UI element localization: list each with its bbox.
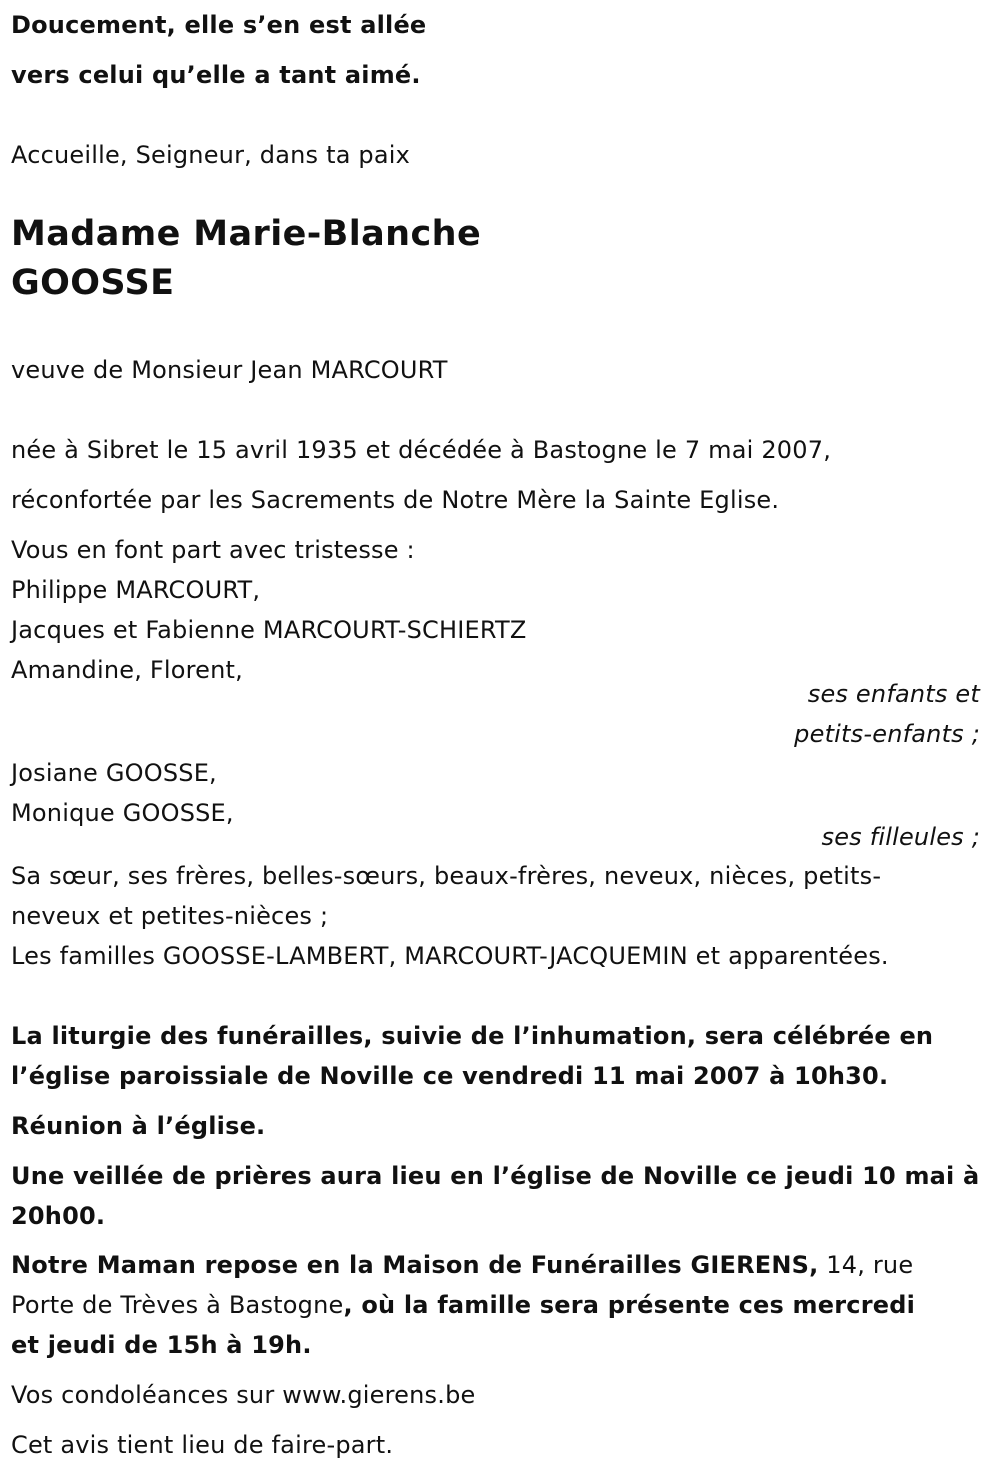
children-role-line-2: petits-enfants ;: [794, 720, 980, 748]
goddaughter-name: Monique GOOSSE,: [11, 799, 234, 827]
liturgy-line-1: La liturgie des funérailles, suivie de l’inhumation, sera célébrée en: [11, 1022, 934, 1050]
announcers-intro: Vous en font part avec tristesse :: [11, 536, 415, 564]
epigraph-line-1: Doucement, elle s’en est allée: [11, 11, 427, 39]
rest-line-3: et jeudi de 15h à 19h.: [11, 1331, 312, 1359]
notice-line: Cet avis tient lieu de faire-part.: [11, 1431, 394, 1459]
sacraments-line: réconfortée par les Sacrements de Notre Mère la Sainte Eglise.: [11, 486, 780, 514]
family-presence-text: , où la famille sera présente ces mercredi: [343, 1291, 916, 1319]
child-name: Jacques et Fabienne MARCOURT-SCHIERTZ: [11, 616, 527, 644]
goddaughters-role: ses filleules ;: [821, 823, 980, 851]
rest-line-1: [11, 1253, 913, 1277]
funeral-home-text: Notre Maman repose en la Maison de Funérailles GIERENS,: [11, 1251, 819, 1279]
grandchildren-names: Amandine, Florent,: [11, 656, 243, 684]
relatives-line-2: neveux et petites-nièces ;: [11, 902, 329, 930]
funeral-home-city: Porte de Trèves à Bastogne: [11, 1291, 344, 1319]
funeral-home-address: 14, rue: [818, 1251, 914, 1279]
epigraph-line-2: vers celui qu’elle a tant aimé.: [11, 61, 421, 89]
birth-death-line: née à Sibret le 15 avril 1935 et décédée à Bastogne le 7 mai 2007,: [11, 436, 832, 464]
widow-of-line: veuve de Monsieur Jean MARCOURT: [11, 356, 448, 384]
relatives-line-1: Sa sœur, ses frères, belles-sœurs, beaux-frères, neveux, nièces, petits-: [11, 862, 882, 890]
deceased-name-line-1: Madame Marie-Blanche: [11, 214, 482, 254]
rest-line-2: [11, 1293, 915, 1317]
child-name: Philippe MARCOURT,: [11, 576, 261, 604]
vigil-line-2: 20h00.: [11, 1202, 106, 1230]
deceased-name-line-2: GOOSSE: [11, 263, 175, 303]
condolences-line: Vos condoléances sur www.gierens.be: [11, 1381, 476, 1409]
vigil-line-1: Une veillée de prières aura lieu en l’église de Noville ce jeudi 10 mai à: [11, 1162, 980, 1190]
liturgy-line-2: l’église paroissiale de Noville ce vendredi 11 mai 2007 à 10h30.: [11, 1062, 889, 1090]
goddaughter-name: Josiane GOOSSE,: [11, 759, 217, 787]
children-role-line-1: ses enfants et: [807, 680, 980, 708]
families-line: Les familles GOOSSE-LAMBERT, MARCOURT-JACQUEMIN et apparentées.: [11, 942, 889, 970]
meeting-line: Réunion à l’église.: [11, 1112, 266, 1140]
prayer-line: Accueille, Seigneur, dans ta paix: [11, 141, 411, 169]
